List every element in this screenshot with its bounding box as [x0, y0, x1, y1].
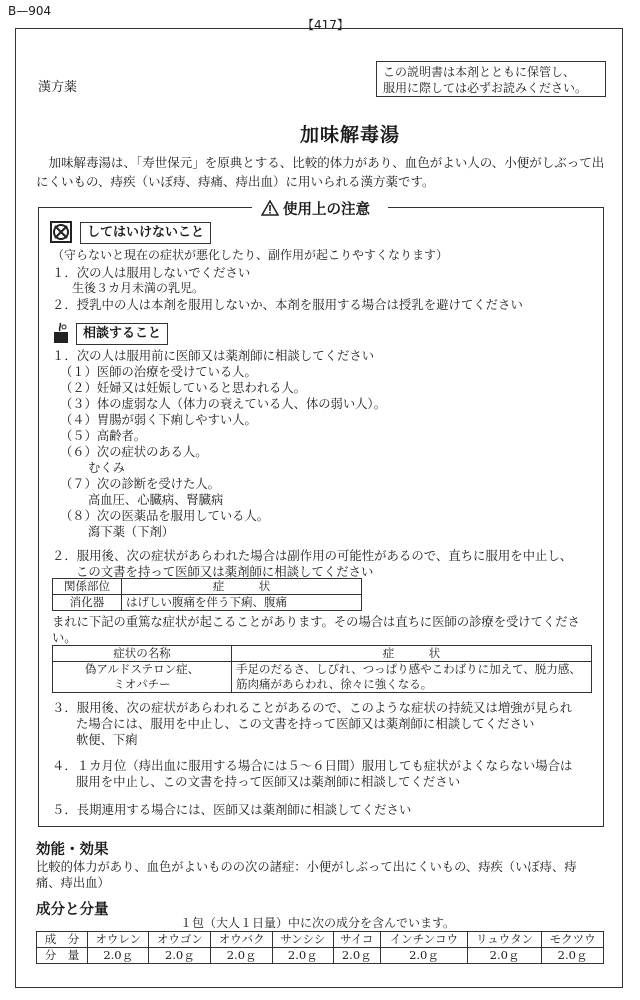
serious-symptom-table	[52, 645, 592, 693]
consult-item-3-line2: た場合には、服用を中止し、この文書を持って医師又は薬剤師に相談してください	[76, 716, 535, 731]
ingredients-caption: １包（大人１日量）中に次の成分を含んでいます。	[180, 916, 456, 930]
table2-symptom-line1: 手足のだるさ、しびれ、つっぱり感やこわばりに加えて、脱力感、	[236, 662, 581, 676]
table1-header-symptom: 症 状	[122, 579, 362, 595]
consult-item-3-sub: 軟便、下痢	[76, 733, 138, 747]
ingredient-amount: 2.0ｇ	[333, 948, 380, 964]
prohibited-item-1-sub: 生後３カ月未満の乳児。	[72, 281, 205, 295]
ingredient-amount: 2.0ｇ	[542, 948, 604, 964]
ingredients-row-label-amount: 分 量	[37, 948, 88, 964]
efficacy-heading: 効能・効果	[36, 842, 109, 858]
consult-sub-6: （６）次の症状のある人。	[60, 445, 208, 459]
category-label: 漢方薬	[38, 80, 78, 95]
rare-warning-line2: い。	[52, 631, 77, 645]
consult-sub-7: （７）次の診断を受けた人。	[60, 477, 220, 491]
ingredient-amount: 2.0ｇ	[88, 948, 149, 964]
efficacy-line2: 痛、痔出血）	[36, 876, 110, 890]
caution-border-left	[38, 207, 252, 208]
consult-item-2-line2: この文書を持って医師又は薬剤師に相談してください	[76, 564, 374, 579]
table1-header-part: 関係部位	[53, 579, 122, 595]
table2-cell-name	[53, 662, 232, 693]
warning-icon	[261, 200, 279, 216]
table1-cell-symptom: はげしい腹痛を伴う下痢、腹痛	[122, 595, 362, 611]
consult-sub-2: （２）妊婦又は妊娠していると思われる人。	[60, 381, 306, 395]
consult-sub-6-detail: むくみ	[88, 461, 125, 475]
consult-heading: 相談すること	[76, 323, 168, 345]
table2-name-line2: ミオパチー	[113, 677, 171, 691]
ingredient-name: モクツウ	[542, 932, 604, 948]
consult-sub-3: （３）体の虚弱な人（体力の衰えている人、体の弱い人）。	[60, 397, 386, 411]
storage-notice: この説明書は本剤とともに保管し、 服用に際しては必ずお読みください。	[376, 61, 606, 97]
caution-title	[257, 198, 374, 219]
rare-warning-line1: まれに下記の重篤な症状が起こることがあります。その場合は直ちに医師の診療を受けてくださ	[52, 615, 580, 629]
product-title: 加味解毒湯	[300, 124, 401, 146]
consult-item-1: １．次の人は服用前に医師又は薬剤師に相談してください	[52, 348, 375, 363]
product-intro: 加味解毒湯は、「寿世保元」を原典とする、比較的体力があり、血色がよい人の、小便がしぶって出にくいもの、痔疾（いぼ痔、痔痛、痔出血）に用いられる漢方薬です。	[36, 155, 605, 189]
ingredient-name: サンシシ	[273, 932, 334, 948]
consult-sub-7-detail: 高血圧、心臓病、腎臓病	[88, 493, 224, 507]
consult-item-2-line1: ２．服用後、次の症状があらわれた場合は副作用の可能性があるので、直ちに服用を中止し、	[52, 548, 573, 563]
consult-sub-1: （１）医師の治療を受けている人。	[60, 365, 257, 379]
document-code: B—904	[8, 4, 52, 18]
ingredient-name: オウレン	[88, 932, 149, 948]
ingredient-amount: 2.0ｇ	[149, 948, 211, 964]
consult-icon	[52, 322, 70, 344]
prohibited-item-1: １．次の人は服用しないでください	[52, 265, 251, 280]
prohibited-heading: してはいけないこと	[80, 222, 211, 244]
ingredient-name: オウゴン	[149, 932, 211, 948]
ingredient-name: サイコ	[333, 932, 380, 948]
ingredient-name: インチンコウ	[380, 932, 467, 948]
prohibited-note: （守らないと現在の症状が悪化したり、副作用が起こりやすくなります）	[52, 248, 449, 262]
table2-header-name: 症状の名称	[53, 646, 232, 662]
consult-item-5: ５．長期連用する場合には、医師又は薬剤師に相談してください	[52, 802, 412, 817]
consult-sub-5: （５）高齢者。	[60, 429, 147, 443]
table2-name-line1: 偽アルドステロン症、	[84, 662, 200, 676]
ingredient-name: オウバク	[211, 932, 273, 948]
prohibited-item-2: ２．授乳中の人は本剤を服用しないか、本剤を服用する場合は授乳を避けてください	[52, 297, 523, 312]
consult-sub-8: （８）次の医薬品を服用している人。	[60, 509, 270, 523]
ingredient-amount: 2.0ｇ	[467, 948, 541, 964]
page-number: 【417】	[302, 18, 349, 32]
side-effect-table	[52, 578, 362, 611]
table2-cell-symptom	[232, 662, 592, 693]
table1-cell-part: 消化器	[53, 595, 122, 611]
consult-item-4-line1: ４．１カ月位（痔出血に服用する場合には５～６日間）服用しても症状がよくならない場合は	[52, 758, 573, 773]
table2-header-symptom: 症 状	[232, 646, 592, 662]
consult-sub-4: （４）胃腸が弱く下痢しやすい人。	[60, 413, 257, 427]
ingredients-heading: 成分と分量	[36, 902, 109, 918]
ingredient-amount: 2.0ｇ	[380, 948, 467, 964]
table2-symptom-line2: 筋肉痛があらわれ、徐々に強くなる。	[236, 677, 433, 691]
ingredient-name: リュウタン	[467, 932, 541, 948]
ingredients-table	[36, 931, 604, 964]
consult-sub-8-detail: 瀉下薬（下剤）	[88, 525, 175, 539]
ingredients-row-label-name: 成 分	[37, 932, 88, 948]
caution-title-text: 使用上の注意	[283, 202, 370, 218]
caution-border-right	[388, 207, 604, 208]
consult-item-3-line1: ３．服用後、次の症状があらわれることがあるので、このような症状の持続又は増強が見られ	[52, 700, 573, 715]
ingredient-amount: 2.0ｇ	[211, 948, 273, 964]
efficacy-line1: 比較的体力があり、血色がよいものの次の諸症：小便がしぶって出にくいもの、痔疾（いぼ痔、痔	[36, 860, 577, 874]
consult-item-4-line2: 服用を中止し、この文書を持って医師又は薬剤師に相談してください	[76, 774, 461, 789]
ingredient-amount: 2.0ｇ	[273, 948, 334, 964]
prohibited-icon	[50, 221, 72, 243]
